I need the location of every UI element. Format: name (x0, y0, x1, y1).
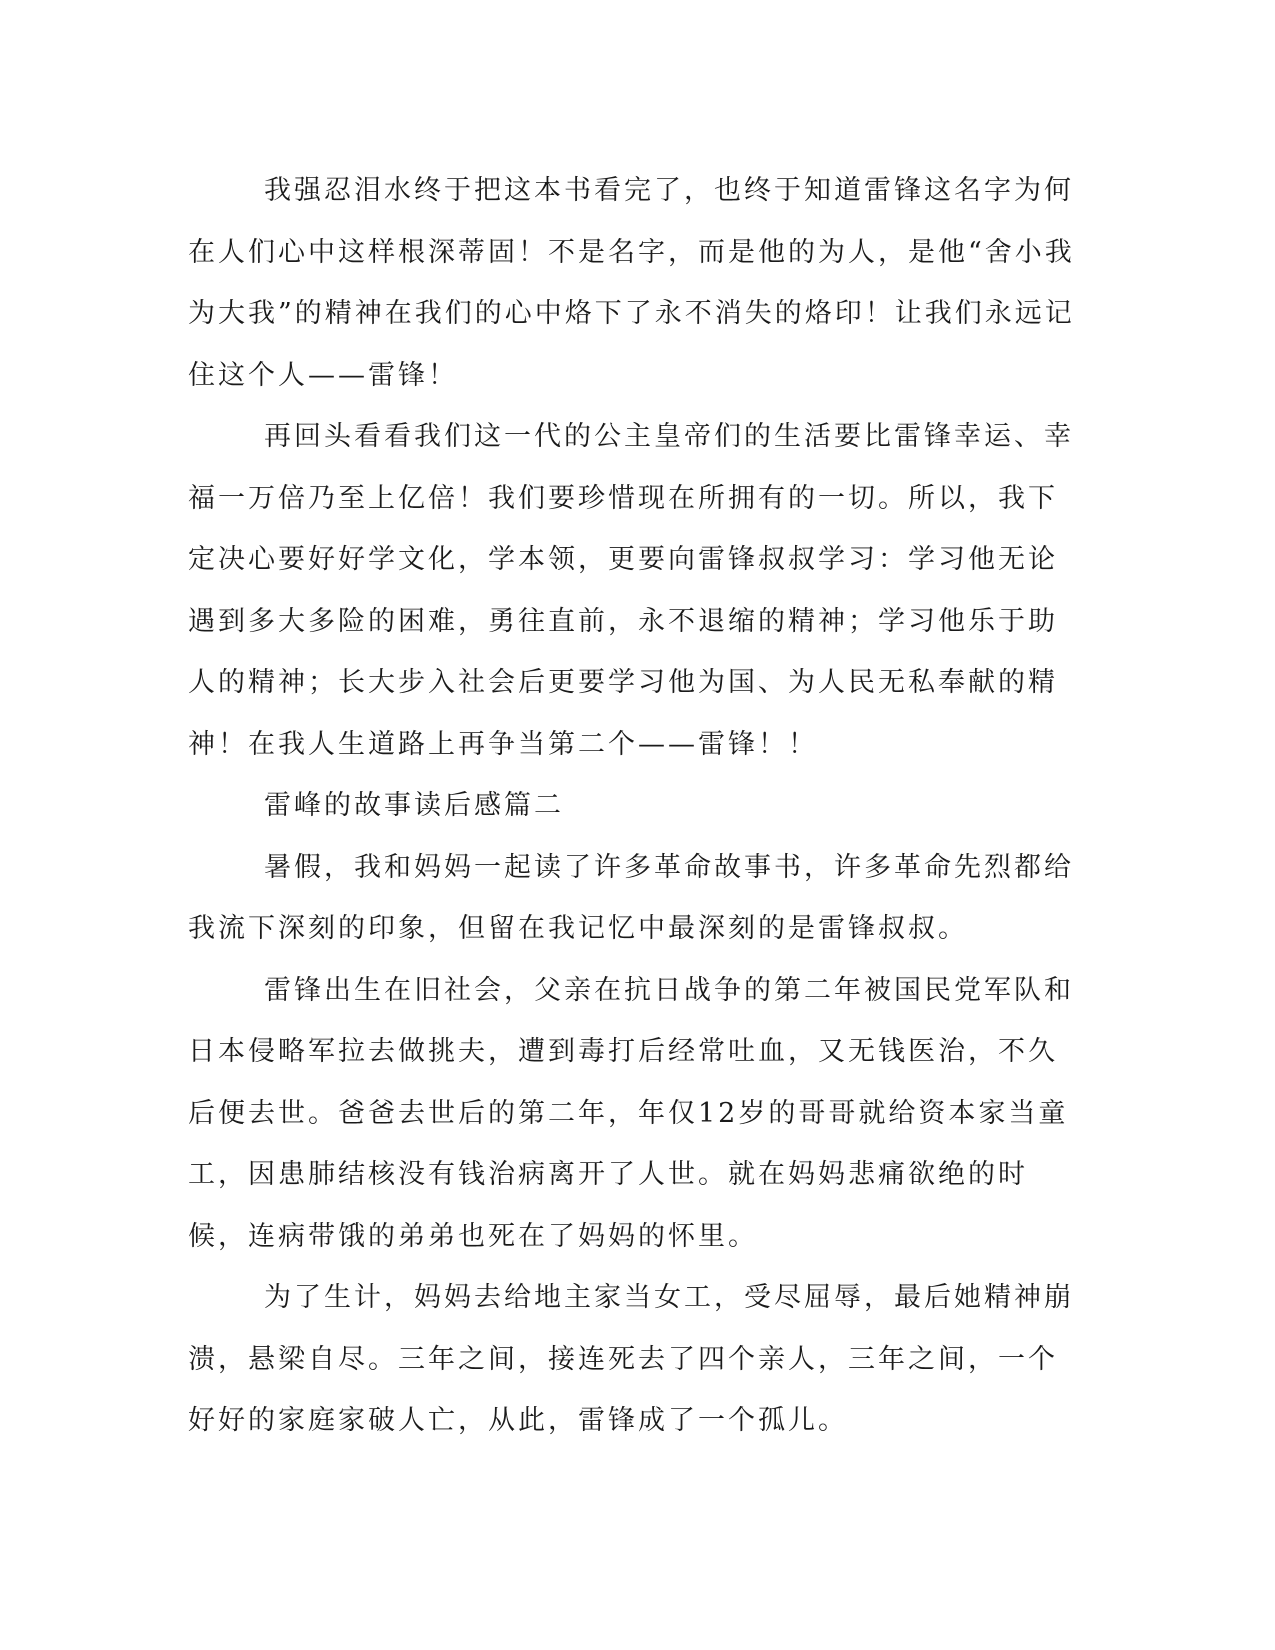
paragraph-2: 再回头看看我们这一代的公主皇帝们的生活要比雷锋幸运、幸福一万倍乃至上亿倍！我们要珍惜现在所拥有的一切。所以，我下定决心要好好学文化，学本领，更要向雷锋叔叔学习：学习他无论遇到多大多险的困难，勇往直前，永不退缩的精神；学习他乐于助人的精神；长大步入社会后更要学习他为国、为人民无私奉献的精神！在我人生道路上再争当第二个——雷锋！！ (188, 421, 1074, 760)
document-body (188, 160, 1083, 1452)
paragraph-5: 为了生计，妈妈去给地主家当女工，受尽屈辱，最后她精神崩溃，悬梁自尽。三年之间，接连死去了四个亲人，三年之间，一个好好的家庭家破人亡，从此，雷锋成了一个孤儿。 (188, 1282, 1074, 1436)
paragraph-1: 我强忍泪水终于把这本书看完了，也终于知道雷锋这名字为何在人们心中这样根深蒂固！不是名字，而是他的为人，是他“舍小我为大我”的精神在我们的心中烙下了永不消失的烙印！让我们永远记住这个人——雷锋！ (188, 175, 1075, 391)
section-heading: 雷峰的故事读后感篇二 (264, 790, 564, 821)
paragraph-4: 雷锋出生在旧社会，父亲在抗日战争的第二年被国民党军队和日本侵略军拉去做挑夫，遭到毒打后经常吐血，又无钱医治，不久后便去世。爸爸去世后的第二年，年仅12岁的哥哥就给资本家当童工，因患肺结核没有钱治病离开了人世。就在妈妈悲痛欲绝的时候，连病带饿的弟弟也死在了妈妈的怀里。 (188, 974, 1074, 1252)
paragraph-3: 暑假，我和妈妈一起读了许多革命故事书，许多革命先烈都给我流下深刻的印象，但留在我记忆中最深刻的是雷锋叔叔。 (188, 851, 1074, 944)
